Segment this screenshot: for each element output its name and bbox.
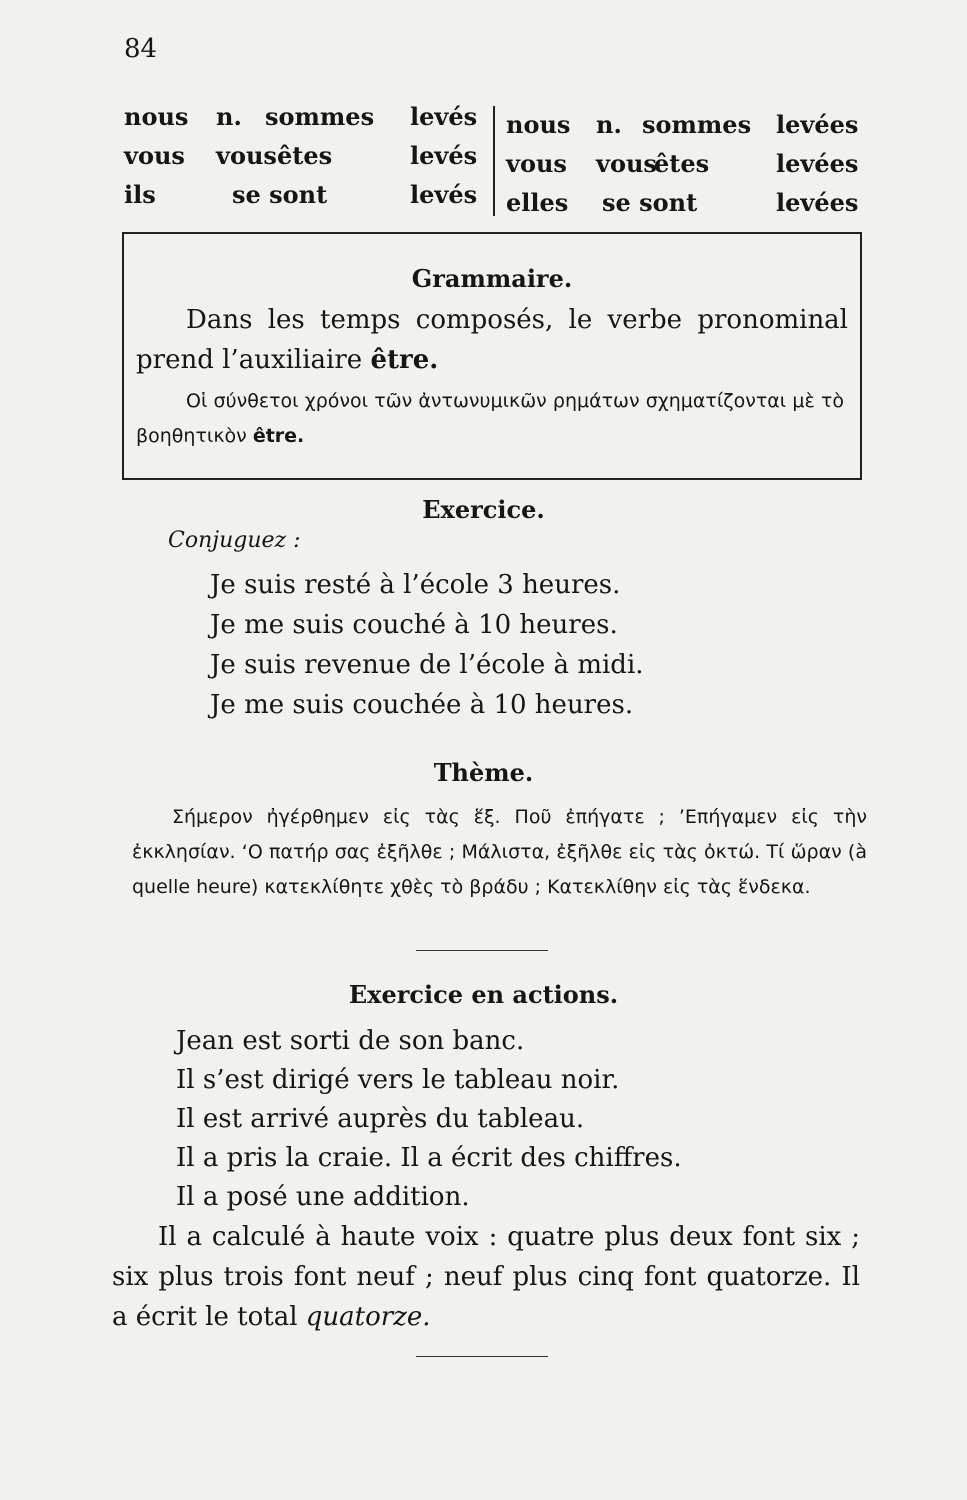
list-item: Je suis revenue de l’école à midi. [210, 650, 644, 680]
conjugation-feminine [506, 110, 872, 226]
conjugation-row: vous vous êtes levées [506, 149, 859, 178]
list-item: Il est arrivé auprès du tableau. [176, 1104, 585, 1134]
grammar-title: Grammaire. [411, 264, 573, 293]
list-item: Il a pris la craie. Il a écrit des chiffres. [176, 1143, 682, 1173]
conjugation-row: elles se sont levées [506, 188, 859, 217]
conjugation-masculine [122, 102, 488, 218]
actions-final-paragraph: Il a calculé à haute voix : quatre plus deux font six ; six plus trois font neuf ; neuf plus cinq font quatorze. Il a écrit le total quatorze. [112, 1222, 860, 1332]
list-item: Je suis resté à l’école 3 heures. [210, 570, 621, 600]
exercise-sentences [210, 565, 644, 725]
conjugation-row: nous n. sommes levés [124, 102, 478, 131]
theme-title: Thème. [433, 758, 534, 787]
list-item: Jean est sorti de son banc. [176, 1026, 525, 1056]
list-item: Il s’est dirigé vers le tableau noir. [176, 1065, 620, 1095]
conjugation-row: nous n. sommes levées [506, 110, 859, 139]
conjugation-row: ils se sont levés [124, 180, 478, 209]
grammar-french-rule: Dans les temps composés, le verbe pronominal prend l’auxiliaire être. [136, 305, 848, 375]
list-item: Je me suis couchée à 10 heures. [210, 690, 634, 720]
divider [416, 1356, 548, 1357]
conjugation-table [122, 102, 877, 218]
grammar-greek-rule: Οἱ σύνθετοι χρόνοι τῶν ἀντωνυμικῶν ρημάτων σχηματίζονται μὲ τὸ βοηθητικὸν être. [136, 390, 844, 447]
exercise-instruction: Conjuguez : [168, 528, 301, 553]
theme-text: Σήμερον ἠγέρθημεν εἰς τὰς ἕξ. Ποῦ ἐπήγατε ; ’Επήγαμεν εἰς τὴν ἐκκλησίαν. ‘Ο πατήρ σας ἐξῆλθε ; Μάλιστα, ἐξῆλθε εἰς τὰς ὀκτώ. Τί ὥραν (à quelle heure) κατεκλίθητε χθὲς τὸ βράδυ ; Κατεκλίθην εἰς τὰς ἕνδεκα. [132, 806, 867, 898]
list-item: Je me suis couché à 10 heures. [210, 610, 618, 640]
exercise-title: Exercice. [422, 495, 545, 524]
actions-title: Exercice en actions. [348, 980, 619, 1009]
actions-lines [176, 1022, 682, 1217]
divider [416, 950, 548, 951]
list-item: Il a posé une addition. [176, 1182, 470, 1212]
grammar-box [122, 232, 862, 480]
page-number: 84 [124, 34, 158, 64]
conjugation-row: vous vous êtes levés [124, 141, 478, 170]
column-divider [493, 106, 495, 216]
